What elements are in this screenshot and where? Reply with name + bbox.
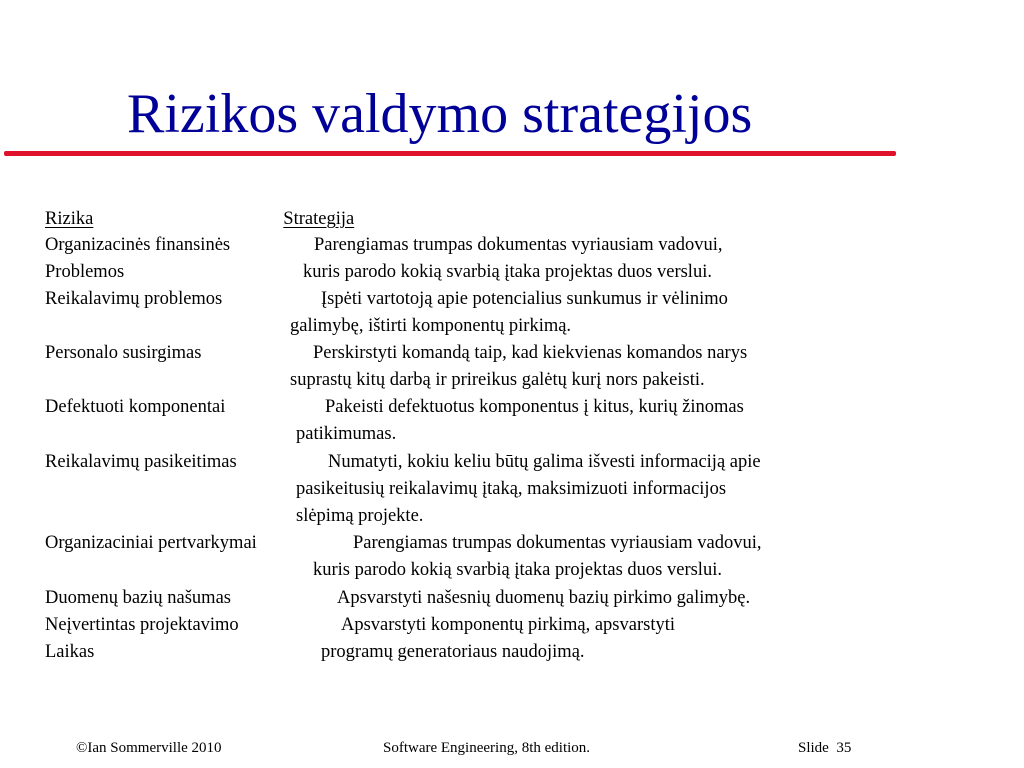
risk-row-left: Personalo susirgimas <box>45 343 202 363</box>
strategy-row-right: Parengiamas trumpas dokumentas vyriausiam vadovui, <box>353 533 762 553</box>
slide-label: Slide <box>798 740 829 756</box>
risk-row-left: Laikas <box>45 642 95 662</box>
strategy-row-right: programų generatoriaus naudojimą. <box>321 642 585 662</box>
strategy-row-right: pasikeitusių reikalavimų įtaką, maksimizuoti informacijos <box>296 479 727 499</box>
risk-row-left: Defektuoti komponentai <box>45 397 226 417</box>
risk-row-left: Duomenų bazių našumas <box>45 588 231 608</box>
risk-row-left: Organizaciniai pertvarkymai <box>45 533 257 553</box>
strategy-row-right: Perskirstyti komandą taip, kad kiekvienas komandos narys <box>313 343 748 363</box>
header-risk: Rizika <box>45 209 94 229</box>
strategy-row-right: kuris parodo kokią svarbią įtaka projektas duos verslui. <box>313 560 722 580</box>
strategy-row-right: kuris parodo kokią svarbią įtaka projektas duos verslui. <box>303 262 712 282</box>
slide-number: 35 <box>836 740 852 756</box>
strategy-row-right: Apsvarstyti našesnių duomenų bazių pirkimo galimybę. <box>337 588 751 608</box>
footer-slide-number <box>798 738 851 758</box>
strategy-row-right: Numatyti, kokiu keliu būtų galima išvesti informaciją apie <box>328 452 761 472</box>
risk-row-left: Reikalavimų pasikeitimas <box>45 452 237 472</box>
strategy-row-right: suprastų kitų darbą ir prireikus galėtų kurį nors pakeisti. <box>290 370 705 390</box>
strategy-row-right: Pakeisti defektuotus komponentus į kitus, kurių žinomas <box>325 397 744 417</box>
footer-copyright: ©Ian Sommerville 2010 <box>76 740 222 756</box>
risk-row-left: Problemos <box>45 262 125 282</box>
strategy-row-right: patikimumas. <box>296 424 397 444</box>
strategy-row-right: slėpimą projekte. <box>296 506 424 526</box>
strategy-row-right: Apsvarstyti komponentų pirkimą, apsvarstyti <box>341 615 675 635</box>
risk-row-left: Neįvertintas projektavimo <box>45 615 239 635</box>
table-header <box>45 206 386 232</box>
strategy-row-right: Įspėti vartotoją apie potencialius sunkumus ir vėlinimo <box>321 289 728 309</box>
risk-row-left: Organizacinės finansinės <box>45 235 231 255</box>
slide-title: Rizikos valdymo strategijos <box>127 83 753 145</box>
strategy-row-right: Parengiamas trumpas dokumentas vyriausiam vadovui, <box>314 235 723 255</box>
header-strategy: Strategija <box>283 209 355 229</box>
footer-book-title: Software Engineering, 8th edition. <box>383 740 591 756</box>
risk-row-left: Reikalavimų problemos <box>45 289 223 309</box>
title-divider <box>4 151 896 156</box>
strategy-row-right: galimybę, ištirti komponentų pirkimą. <box>290 316 572 336</box>
